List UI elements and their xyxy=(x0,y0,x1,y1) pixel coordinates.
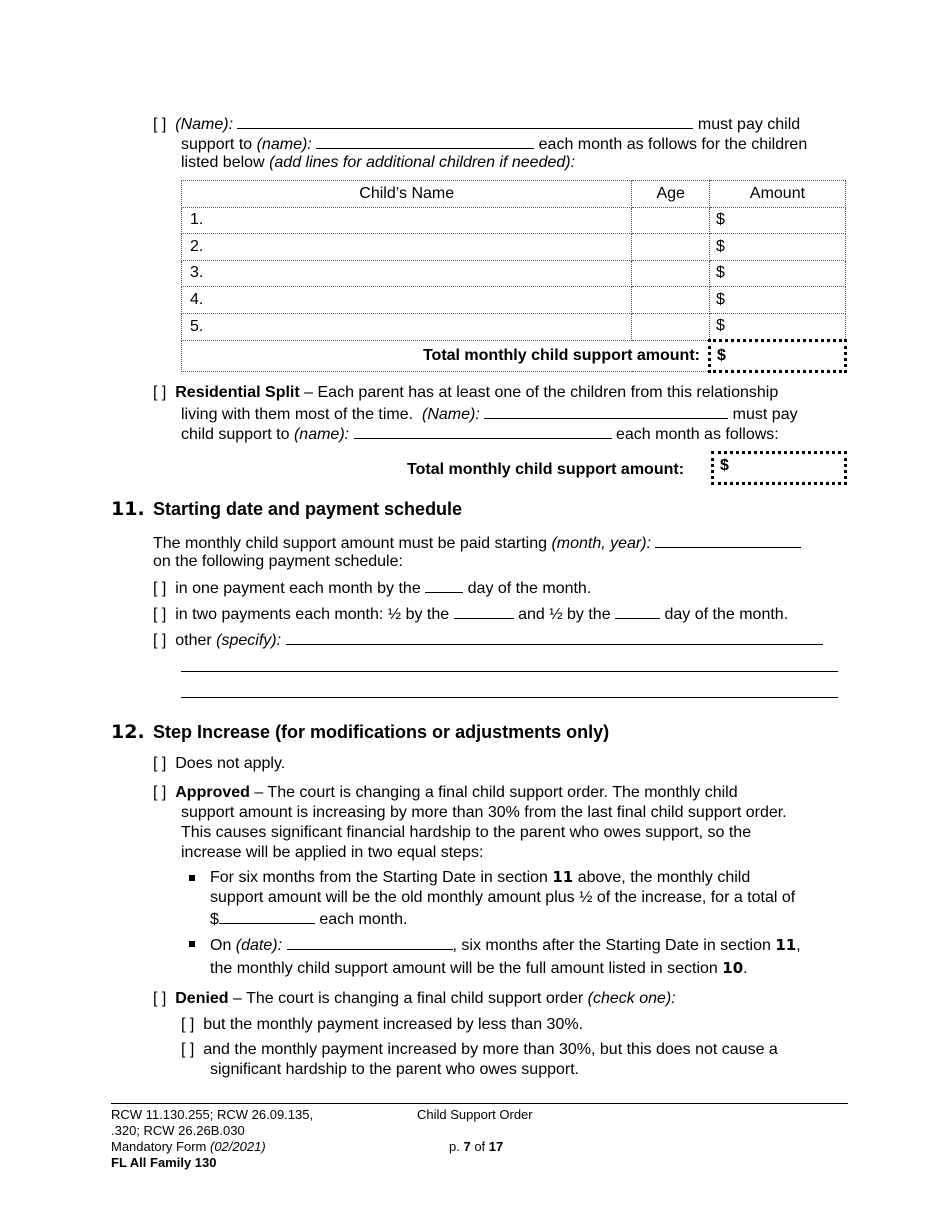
s11-option2-checkbox[interactable]: [ ] xyxy=(153,606,167,623)
s12-bullet1-line1 xyxy=(210,868,750,887)
residential-total-field[interactable]: $ xyxy=(711,451,847,485)
age-cell[interactable] xyxy=(632,207,710,234)
footer-mandatory: Mandatory Form (02/2021) xyxy=(111,1139,266,1154)
s12-denied-check-one: (check one): xyxy=(587,990,676,1007)
s12-approved-checkbox[interactable]: [ ] xyxy=(153,784,167,801)
s12-bullet2-line1 xyxy=(210,934,801,955)
table-row xyxy=(182,207,846,234)
step-date-field[interactable] xyxy=(287,934,453,950)
other-schedule-line2[interactable] xyxy=(181,671,838,672)
footer-form-id: FL All Family 130 xyxy=(111,1155,217,1170)
s12-bullet1-text1: For six months from the Starting Date in section xyxy=(210,869,548,886)
residential-support-to: child support to xyxy=(181,426,290,443)
residential-name-label: (Name): xyxy=(421,406,480,423)
child-name-cell[interactable]: 1. xyxy=(182,207,632,234)
s11-option1-checkbox[interactable]: [ ] xyxy=(153,580,167,597)
s12-bullet2-line2 xyxy=(210,959,748,978)
s11-option2-text: in two payments each month: ½ by the xyxy=(175,606,450,623)
s12-bullet2-section-ref: 11 xyxy=(775,936,797,954)
pay-option-line2 xyxy=(181,133,807,154)
child-name-cell[interactable]: 3. xyxy=(182,260,632,287)
s11-line2: on the following payment schedule: xyxy=(153,553,403,570)
s12-bullet2-text2: the monthly child support amount will be the full amount listed in section xyxy=(210,960,718,977)
must-pay-text: must pay child xyxy=(697,116,801,133)
s11-option1 xyxy=(153,577,591,598)
bullet-icon xyxy=(189,941,195,947)
residential-text1: – Each parent has at least one of the children from this relationship xyxy=(304,384,779,401)
one-payment-day-field[interactable] xyxy=(425,577,463,593)
s12-approved-line2: support amount is increasing by more than 30% from the last final child support order. xyxy=(181,804,787,821)
total-label: Total monthly child support amount: xyxy=(182,341,710,372)
s12-na-text: Does not apply. xyxy=(175,755,286,772)
second-half-day-field[interactable] xyxy=(615,603,660,619)
total-amount-field[interactable]: $ xyxy=(709,341,845,372)
s12-na xyxy=(153,754,285,773)
s12-bullet1-line2: support amount will be the old monthly amount plus ½ of the increase, for a total of xyxy=(210,889,796,906)
residential-line3 xyxy=(181,423,779,444)
s12-bullet2-text: , six months after the Starting Date in section xyxy=(452,937,771,954)
section11-number: 11. xyxy=(111,498,145,520)
s11-option2-suffix: day of the month. xyxy=(664,606,789,623)
header-amount: Amount xyxy=(709,181,845,208)
s12-denied-title: Denied xyxy=(175,990,229,1007)
s12-approved-line3: This causes significant financial hardship to the parent who owes support, so the xyxy=(181,824,752,841)
residential-line2 xyxy=(181,403,798,424)
child-name-cell[interactable]: 5. xyxy=(182,313,632,341)
section11-title: Starting date and payment schedule xyxy=(153,499,463,519)
support-to-text: support to xyxy=(181,136,253,153)
s12-bullet1-line3 xyxy=(210,908,407,929)
s12-na-checkbox[interactable]: [ ] xyxy=(153,755,167,772)
s12-bullet2-section-ref2: 10 xyxy=(722,959,744,977)
listed-below-text: listed below xyxy=(181,154,265,171)
residential-checkbox[interactable]: [ ] xyxy=(153,384,167,401)
s12-denied-option1-checkbox[interactable]: [ ] xyxy=(181,1016,195,1033)
child-name-cell[interactable]: 2. xyxy=(182,234,632,261)
s11-option2 xyxy=(153,603,788,624)
footer-divider xyxy=(111,1103,848,1104)
other-schedule-field[interactable] xyxy=(286,629,823,645)
s12-bullet1-dollar: $ xyxy=(210,911,219,928)
s12-bullet1-text2: above, the monthly child xyxy=(577,869,751,886)
payer-name-label: (Name): xyxy=(175,116,234,133)
s12-approved-line1 xyxy=(153,783,738,802)
residential-payer-field[interactable] xyxy=(484,403,728,419)
s12-bullet2-date-label: (date): xyxy=(235,937,283,954)
s11-option3 xyxy=(153,629,823,650)
s12-denied-option2-checkbox[interactable]: [ ] xyxy=(181,1041,195,1058)
section12-number: 12. xyxy=(111,721,145,743)
amount-cell[interactable]: $ xyxy=(709,260,845,287)
table-header-row xyxy=(182,181,846,208)
first-half-day-field[interactable] xyxy=(454,603,514,619)
each-month-text: each month as follows for the children xyxy=(538,136,808,153)
age-cell[interactable] xyxy=(632,234,710,261)
children-table xyxy=(181,180,847,373)
table-row xyxy=(182,260,846,287)
table-row xyxy=(182,313,846,341)
s12-bullet1-section-ref: 11 xyxy=(552,868,574,886)
payer-name-field[interactable] xyxy=(237,113,693,129)
residential-name-label2: (name): xyxy=(293,426,350,443)
residential-payee-field[interactable] xyxy=(354,423,612,439)
s12-approved-text1: – The court is changing a final child support order. The monthly child xyxy=(254,784,738,801)
footer-rcw2: .320; RCW 26.26B.030 xyxy=(111,1123,245,1138)
section12-title: Step Increase (for modifications or adjustments only) xyxy=(153,722,610,742)
s12-bullet1-each-month: each month. xyxy=(319,911,408,928)
s11-option1-suffix: day of the month. xyxy=(467,580,592,597)
s12-bullet2-on: On xyxy=(210,937,232,954)
table-total-row xyxy=(182,341,846,372)
s12-approved-title: Approved xyxy=(175,784,250,801)
residential-total-label: Total monthly child support amount: xyxy=(407,461,685,478)
s12-approved-line4: increase will be applied in two equal steps: xyxy=(181,844,484,861)
footer-rcw1: RCW 11.130.255; RCW 26.09.135, xyxy=(111,1107,314,1122)
start-date-field[interactable] xyxy=(655,532,801,548)
s11-option3-checkbox[interactable]: [ ] xyxy=(153,632,167,649)
s12-denied xyxy=(153,989,676,1008)
s12-denied-checkbox[interactable]: [ ] xyxy=(153,990,167,1007)
footer-doc-title: Child Support Order xyxy=(417,1107,533,1122)
residential-text2: living with them most of the time. xyxy=(181,406,414,423)
header-child-name: Child’s Name xyxy=(182,181,632,208)
s11-option2-mid: and ½ by the xyxy=(518,606,611,623)
s11-specify-label: (specify): xyxy=(216,632,282,649)
amount-cell[interactable]: $ xyxy=(709,234,845,261)
age-cell[interactable] xyxy=(632,260,710,287)
s11-start-text: The monthly child support amount must be paid starting xyxy=(153,535,547,552)
residential-line1 xyxy=(153,383,778,402)
pay-option-checkbox[interactable]: [ ] xyxy=(153,116,167,133)
residential-must-pay: must pay xyxy=(732,406,798,423)
s11-month-year-label: (month, year): xyxy=(551,535,652,552)
other-schedule-line3[interactable] xyxy=(181,697,838,698)
s12-bullet2-period: . xyxy=(743,960,748,977)
s12-denied-option2-line2: significant hardship to the parent who owes support. xyxy=(210,1061,580,1078)
child-name-cell[interactable]: 4. xyxy=(182,287,632,314)
header-age: Age xyxy=(632,181,710,208)
s12-denied-option2-line1 xyxy=(181,1040,778,1059)
amount-cell[interactable]: $ xyxy=(709,287,845,314)
s12-denied-option2-text: and the monthly payment increased by more than 30%, but this does not cause a xyxy=(203,1041,778,1058)
step-amount-field[interactable] xyxy=(219,908,315,924)
s11-line1 xyxy=(153,532,801,553)
s12-bullet2-comma: , xyxy=(796,937,801,954)
age-cell[interactable] xyxy=(632,287,710,314)
age-cell[interactable] xyxy=(632,313,710,341)
amount-cell[interactable]: $ xyxy=(709,313,845,341)
s12-denied-option1-text: but the monthly payment increased by less than 30%. xyxy=(203,1016,584,1033)
table-row xyxy=(182,234,846,261)
footer-left xyxy=(111,1107,313,1171)
s11-option1-text: in one payment each month by the xyxy=(175,580,421,597)
s12-denied-text: – The court is changing a final child support order xyxy=(233,990,584,1007)
pay-option-line1 xyxy=(153,113,800,134)
amount-cell[interactable]: $ xyxy=(709,207,845,234)
add-lines-text: (add lines for additional children if needed): xyxy=(269,154,576,171)
table-row xyxy=(182,287,846,314)
footer-page-number: p. 7 of 17 xyxy=(449,1139,504,1154)
bullet-icon xyxy=(189,875,195,881)
s11-option3-text: other xyxy=(175,632,212,649)
residential-each-month: each month as follows: xyxy=(616,426,779,443)
payee-name-label: (name): xyxy=(256,136,312,153)
residential-title: Residential Split xyxy=(175,384,300,401)
s12-denied-option1 xyxy=(181,1015,583,1034)
payee-name-field[interactable] xyxy=(316,133,534,149)
pay-option-line3 xyxy=(181,153,575,172)
